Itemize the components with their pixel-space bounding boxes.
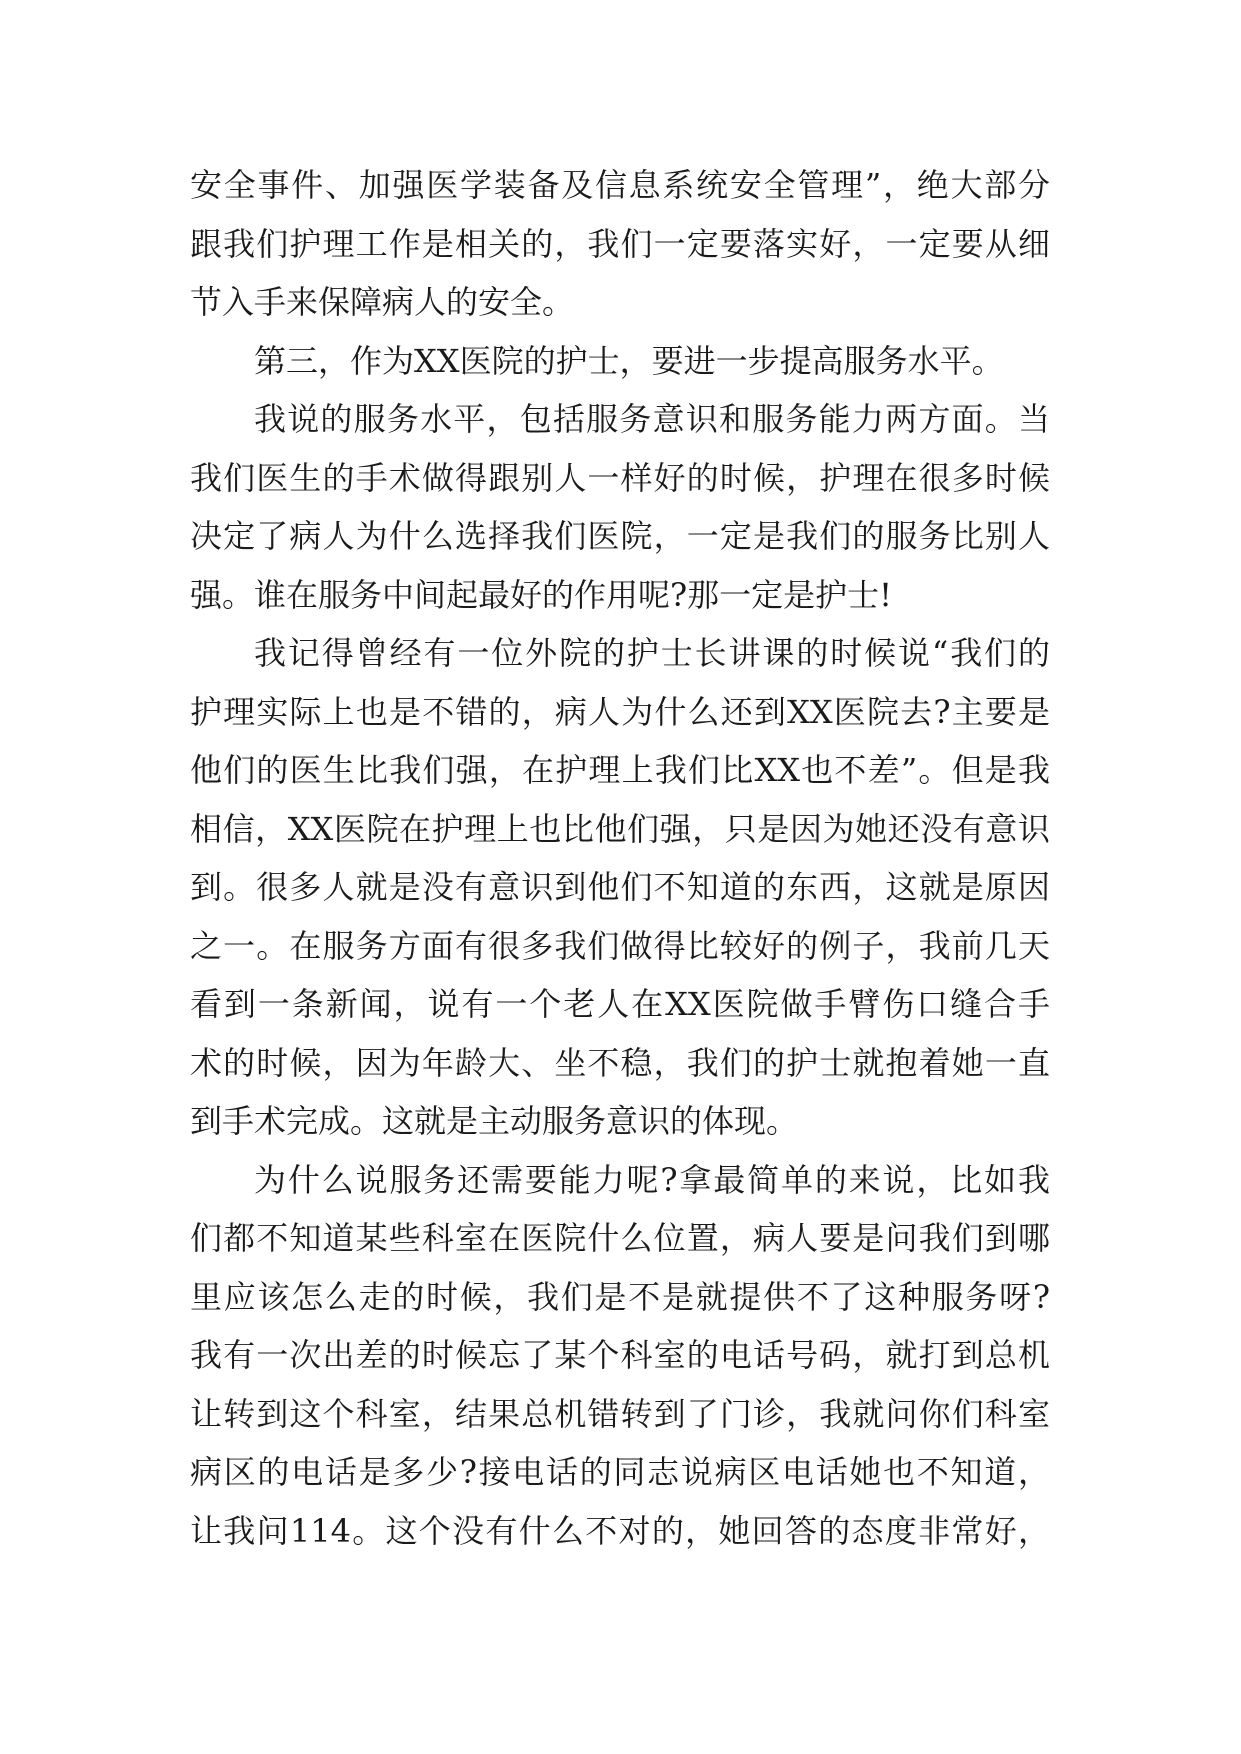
text-line: 看到一条新闻，说有一个老人在XX医院做手臂伤口缝合手 [190,985,1050,1023]
text-line: 强。谁在服务中间起最好的作用呢?那一定是护士! [190,575,893,614]
text-line: 让转到这个科室，结果总机错转到了门诊，我就问你们科室 [190,1394,1050,1433]
section-heading-line: 第三，作为XX医院的护士，要进一步提高服务水平。 [254,341,1004,380]
text-line: 到手术完成。这就是主动服务意识的体现。 [190,1102,799,1140]
text-line: 他们的医生比我们强，在护理上我们比XX也不差”。但是我 [190,751,1050,789]
text-line: 我有一次出差的时候忘了某个科室的电话号码，就打到总机 [190,1336,1050,1374]
text-line: 病区的电话是多少?接电话的同志说病区电话她也不知道， [190,1453,1050,1491]
text-line: 们都不知道某些科室在医院什么位置，病人要是问我们到哪 [190,1219,1050,1257]
text-line: 决定了病人为什么选择我们医院，一定是我们的服务比别人 [190,517,1050,555]
text-line: 跟我们护理工作是相关的，我们一定要落实好，一定要从细 [190,224,1050,263]
text-line: 相信，XX医院在护理上也比他们强，只是因为她还没有意识 [190,809,1050,848]
document-body [190,156,1050,1560]
text-line: 之一。在服务方面有很多我们做得比较好的例子，我前几天 [190,926,1050,965]
text-line: 让我问114。这个没有什么不对的，她回答的态度非常好， [190,1511,1050,1550]
text-line: 里应该怎么走的时候，我们是不是就提供不了这种服务呀? [190,1277,1050,1316]
text-line: 我说的服务水平，包括服务意识和服务能力两方面。当 [254,400,1050,438]
text-line: 到。很多人就是没有意识到他们不知道的东西，这就是原因 [190,868,1050,906]
text-line: 安全事件、加强医学装备及信息系统安全管理”，绝大部分 [190,166,1050,204]
text-line: 为什么说服务还需要能力呢?拿最简单的来说，比如我 [254,1160,1050,1199]
text-line: 我们医生的手术做得跟别人一样好的时候，护理在很多时候 [190,458,1050,497]
text-line: 术的时候，因为年龄大、坐不稳，我们的护士就抱着她一直 [190,1043,1050,1082]
text-line: 节入手来保障病人的安全。 [190,283,575,321]
text-line: 我记得曾经有一位外院的护士长讲课的时候说“我们的 [254,634,1050,672]
text-line: 护理实际上也是不错的，病人为什么还到XX医院去?主要是 [190,692,1050,731]
